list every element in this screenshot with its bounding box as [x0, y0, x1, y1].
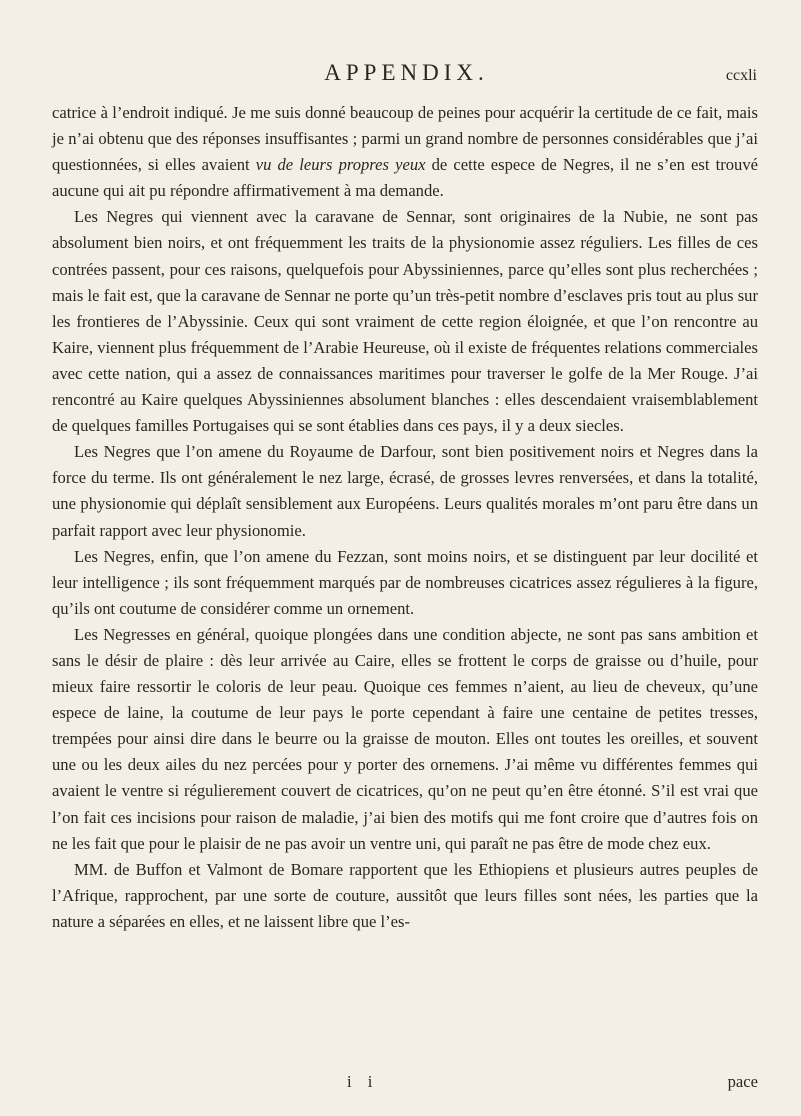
- paragraph-1-italic-phrase: vu de leurs propres yeux: [255, 155, 426, 175]
- catchword: pace: [727, 1072, 758, 1091]
- page-header: [52, 60, 761, 92]
- paragraph-2: Les Negres qui viennent avec la caravane de Sennar, sont originaires de la Nubie, ne sont pas absolument bien noirs, et ont fréquemment les traits de la physionomie assez réguliers. Les filles de ces contrées passent, pour ces raisons, quelquefois pour Abyssiniennes, parce qu’elles sont plus recherchées ; mais le fait est, que la caravane de Sennar ne porte qu’un très-petit nombre d’esclaves pris tout au plus sur les frontieres de l’Abyssinie. Ceux qui sont vraiment de cette region éloignée, et que l’on rencontre au Kaire, viennent plus fréquemment de l’Arabie Heureuse, où il existe de fréquentes relations commerciales avec cette nation, qui a assez de connaissances maritimes pour traverser le golfe de la Mer Rouge. J’ai rencontré au Kaire quelques Abyssiniennes absolument blanches : elles descendaient vraisemblablement de quelques familles Portugaises qui se sont établies dans ces pays, il y a deux siecles.: [52, 207, 758, 436]
- paragraph-1-text-start: catrice à l’endroit indiqué. Je me suis donné beaucoup de peines pour acquérir la certitude de ce fait, mais je n’ai obtenu que des réponses insuffisantes ; parmi un grand nombre de personnes considérables que j’ai questionnées, si elles avaient: [52, 103, 758, 175]
- running-title: APPENDIX.: [324, 60, 489, 85]
- paragraph-4: Les Negres, enfin, que l’on amene du Fezzan, sont moins noirs, et se distinguent par leur docilité et leur intelligence ; ils sont fréquemment marqués par de nombreuses cicatrices assez régulieres à la figure, qu’ils ont coutume de considérer comme un ornement.: [52, 546, 758, 618]
- body-text: [52, 100, 758, 935]
- paragraph-1-text-end: de cette espece de Negres, il ne s’en est trouvé aucune qui ait pu répondre affirmativement à ma demande.: [52, 155, 758, 201]
- page-number: ccxli: [725, 67, 757, 84]
- signature-mark: i i: [347, 1072, 379, 1091]
- paragraph-6: MM. de Buffon et Valmont de Bomare rapportent que les Ethiopiens et plusieurs autres peuples de l’Afrique, rapprochent, par une sorte de couture, aussitôt que leurs filles sont nées, les parties que la nature a séparées en elles, et ne laissent libre que l’es-: [52, 859, 758, 931]
- paragraph-3: Les Negres que l’on amene du Royaume de Darfour, sont bien positivement noirs et Negres dans la force du terme. Ils ont généralement le nez large, écrasé, de grosses levres renversées, et dans la totalité, une physionomie qui déplaît sensiblement aux Européens. Leurs qualités morales m’ont paru être dans un parfait rapport avec leur physionomie.: [52, 442, 758, 540]
- paragraph-1: [52, 100, 758, 204]
- page-footer: [52, 1072, 758, 1100]
- paragraph-5: Les Negresses en général, quoique plongées dans une condition abjecte, ne sont pas sans ambition et sans le désir de plaire : dès leur arrivée au Caire, elles se frottent le corps de graisse ou d’huile, pour mieux faire ressortir le coloris de leur peau. Quoique ces femmes n’aient, au lieu de cheveux, qu’une espece de laine, la coutume de leur pays le porte cependant à faire une centaine de petites tresses, trempées pour ainsi dire dans le beurre ou la graisse de mouton. Elles ont toutes les oreilles, et souvent une ou les deux ailes du nez percées pour y porter des ornemens. J’ai même vu différentes femmes qui avaient le ventre si régulierement couvert de cicatrices, qu’on ne peut qu’en être étonné. S’il est vrai que l’on fait ces incisions pour raison de maladie, j’ai bien des motifs qui me font croire que d’autres fois on ne les fait que pour le plaisir de ne pas avoir un ventre uni, qui paraît ne pas être de mode chez eux.: [52, 624, 758, 853]
